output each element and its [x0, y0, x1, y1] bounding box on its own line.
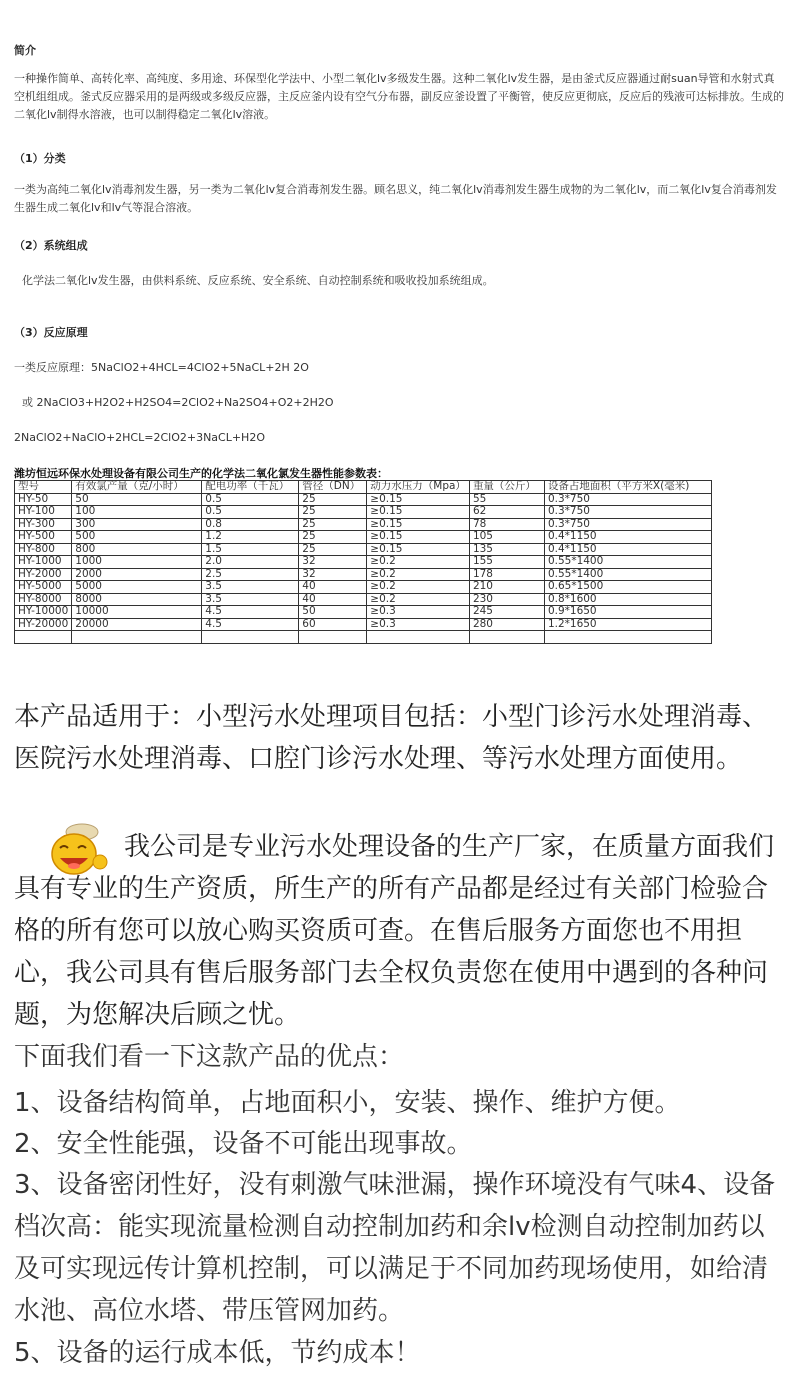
table-cell: 135 [469, 543, 544, 556]
advantage-item-2: 2、安全性能强，设备不可能出现事故。 [14, 1129, 473, 1159]
table-cell: 800 [72, 543, 202, 556]
advantage-item-3-4: 3、设备密闭性好，没有刺激气味泄漏，操作环境没有气味4、设备档次高：能实现流量检测自动控制加药和余lv检测自动控制加药以及可实现远传计算机控制，可以满足于不同加药现场使用，如给清水池、高位水塔、带压管网加药。 [14, 1170, 776, 1326]
table-cell: 25 [299, 531, 367, 544]
table-cell: 2000 [72, 568, 202, 581]
table-row [15, 493, 712, 506]
table-row [15, 543, 712, 556]
table-cell: 0.8*1600 [544, 593, 711, 606]
system-heading: （2）系统组成 [14, 239, 88, 252]
table-cell: 0.65*1500 [544, 581, 711, 594]
advantages-intro: 下面我们看一下这款产品的优点： [14, 1042, 405, 1072]
table-cell: 280 [469, 618, 544, 631]
table-cell: 5000 [72, 581, 202, 594]
table-cell: 4.5 [202, 618, 299, 631]
system-text: 化学法二氧化lv发生器，由供料系统、反应系统、安全系统、自动控制系统和吸收投加系统组成。 [22, 274, 494, 287]
table-cell: ≥0.15 [367, 531, 470, 544]
table-cell: 50 [299, 606, 367, 619]
table-cell: HY-300 [15, 518, 72, 531]
table-cell: 78 [469, 518, 544, 531]
table-cell: ≥0.15 [367, 506, 470, 519]
table-cell: 25 [299, 518, 367, 531]
table-cell: 0.55*1400 [544, 556, 711, 569]
reaction-3: 2NaClO2+NaClO+2HCL=2ClO2+3NaCL+H2O [14, 431, 265, 444]
table-cell: HY-50 [15, 493, 72, 506]
advantage-item-5: 5、设备的运行成本低，节约成本！ [14, 1338, 421, 1368]
table-cell [15, 631, 72, 644]
table-cell: 50 [72, 493, 202, 506]
table-cell: 62 [469, 506, 544, 519]
table-row [15, 581, 712, 594]
table-cell: ≥0.2 [367, 581, 470, 594]
table-cell: 1.2 [202, 531, 299, 544]
table-cell: 60 [299, 618, 367, 631]
table-cell: 25 [299, 493, 367, 506]
table-cell: HY-800 [15, 543, 72, 556]
table-row [15, 568, 712, 581]
table-cell: 0.55*1400 [544, 568, 711, 581]
classification-heading: （1）分类 [14, 152, 66, 165]
table-cell: 8000 [72, 593, 202, 606]
table-cell: 3.5 [202, 593, 299, 606]
table-cell [299, 631, 367, 644]
table-cell [367, 631, 470, 644]
table-cell: 0.3*750 [544, 493, 711, 506]
table-header: 设备占地面积（平方米X(毫米) [544, 481, 711, 494]
table-cell: 0.4*1150 [544, 531, 711, 544]
table-cell: HY-10000 [15, 606, 72, 619]
table-cell: 1.2*1650 [544, 618, 711, 631]
applicability-text: 本产品适用于：小型污水处理项目包括：小型门诊污水处理消毒、医院污水处理消毒、口腔门诊污水处理、等污水处理方面使用。 [14, 702, 769, 774]
table-cell: ≥0.2 [367, 593, 470, 606]
table-cell: 2.0 [202, 556, 299, 569]
table-cell [72, 631, 202, 644]
table-cell: 0.5 [202, 493, 299, 506]
table-cell: 245 [469, 606, 544, 619]
table-cell [469, 631, 544, 644]
table-cell: 0.5 [202, 506, 299, 519]
classification-text: 一类为高纯二氧化lv消毒剂发生器，另一类为二氧化lv复合消毒剂发生器。顾名思义，纯二氧化lv消毒剂发生器生成物的为二氧化lv，而二氧化lv复合消毒剂发生器生成二氧化lv和lv气等混合溶液。 [14, 183, 777, 214]
table-row [15, 631, 712, 644]
table-cell: 105 [469, 531, 544, 544]
table-cell: ≥0.3 [367, 618, 470, 631]
table-cell: 210 [469, 581, 544, 594]
table-header: 配电功率（千瓦） [202, 481, 299, 494]
table-cell: 20000 [72, 618, 202, 631]
table-cell: 500 [72, 531, 202, 544]
table-cell: 32 [299, 556, 367, 569]
table-cell: 178 [469, 568, 544, 581]
table-cell: 0.4*1150 [544, 543, 711, 556]
table-row [15, 618, 712, 631]
table-cell: HY-500 [15, 531, 72, 544]
table-cell: 155 [469, 556, 544, 569]
table-cell: 55 [469, 493, 544, 506]
table-cell: 10000 [72, 606, 202, 619]
table-cell: 300 [72, 518, 202, 531]
table-caption: 潍坊恒远环保水处理设备有限公司生产的化学法二氧化氯发生器性能参数表： [14, 467, 388, 480]
table-header: 动力水压力（Mpa） [367, 481, 470, 494]
table-cell: 0.8 [202, 518, 299, 531]
advantage-item-1: 1、设备结构简单，占地面积小，安装、操作、维护方便。 [14, 1088, 681, 1118]
table-cell: HY-8000 [15, 593, 72, 606]
table-header: 有效氯产量（克/小时） [72, 481, 202, 494]
intro-text: 一种操作简单、高转化率、高纯度、多用途、环保型化学法中、小型二氧化lv多级发生器。这种二氧化lv发生器，是由釜式反应器通过耐suan导管和水射式真空机组组成。釜式反应器采用的是两级或多级反应器，主反应釜内设有空气分布器，副反应釜设置了平衡管，使反应更彻底，反应后的残液可达标排放。生成的二氧化lv制得水溶液，也可以制得稳定二氧化lv溶液。 [14, 72, 784, 121]
reaction-2: 或 2NaClO3+H2O2+H2SO4=2ClO2+Na2SO4+O2+2H2O [22, 396, 334, 409]
table-cell: 2.5 [202, 568, 299, 581]
table-row [15, 531, 712, 544]
table-cell: 230 [469, 593, 544, 606]
table-cell [544, 631, 711, 644]
table-row [15, 593, 712, 606]
table-cell: HY-5000 [15, 581, 72, 594]
table-cell: 25 [299, 543, 367, 556]
table-cell: 0.3*750 [544, 506, 711, 519]
table-cell: ≥0.15 [367, 543, 470, 556]
table-cell: 3.5 [202, 581, 299, 594]
table-cell: 0.9*1650 [544, 606, 711, 619]
table-cell: 100 [72, 506, 202, 519]
company-text: 我公司是专业污水处理设备的生产厂家，在质量方面我们具有专业的生产资质，所生产的所有产品都是经过有关部门检验合格的所有您可以放心购买资质可查。在售后服务方面您也不用担心，我公司具有售后服务部门去全权负责您在使用中遇到的各种问题，为您解决后顾之忧。 [14, 832, 775, 1030]
table-header: 型号 [15, 481, 72, 494]
table-cell: 1.5 [202, 543, 299, 556]
table-header-row [15, 481, 712, 494]
table-cell: 1000 [72, 556, 202, 569]
table-row [15, 518, 712, 531]
table-header: 重量（公斤） [469, 481, 544, 494]
table-cell: HY-1000 [15, 556, 72, 569]
table-cell: ≥0.2 [367, 568, 470, 581]
table-cell: 4.5 [202, 606, 299, 619]
principle-heading: （3）反应原理 [14, 326, 88, 339]
table-cell: 32 [299, 568, 367, 581]
table-cell: HY-20000 [15, 618, 72, 631]
spec-table [14, 480, 712, 644]
table-cell [202, 631, 299, 644]
table-cell: 40 [299, 593, 367, 606]
table-row [15, 556, 712, 569]
intro-heading: 简介 [14, 44, 36, 57]
table-cell: ≥0.3 [367, 606, 470, 619]
table-header: 管径（DN） [299, 481, 367, 494]
table-row [15, 506, 712, 519]
reaction-1: 一类反应原理：5NaClO2+4HCL=4ClO2+5NaCL+2H 2O [14, 361, 309, 374]
table-cell: HY-100 [15, 506, 72, 519]
table-cell: HY-2000 [15, 568, 72, 581]
table-cell: ≥0.2 [367, 556, 470, 569]
table-row [15, 606, 712, 619]
table-cell: 25 [299, 506, 367, 519]
table-cell: ≥0.15 [367, 493, 470, 506]
table-cell: ≥0.15 [367, 518, 470, 531]
table-cell: 40 [299, 581, 367, 594]
table-cell: 0.3*750 [544, 518, 711, 531]
